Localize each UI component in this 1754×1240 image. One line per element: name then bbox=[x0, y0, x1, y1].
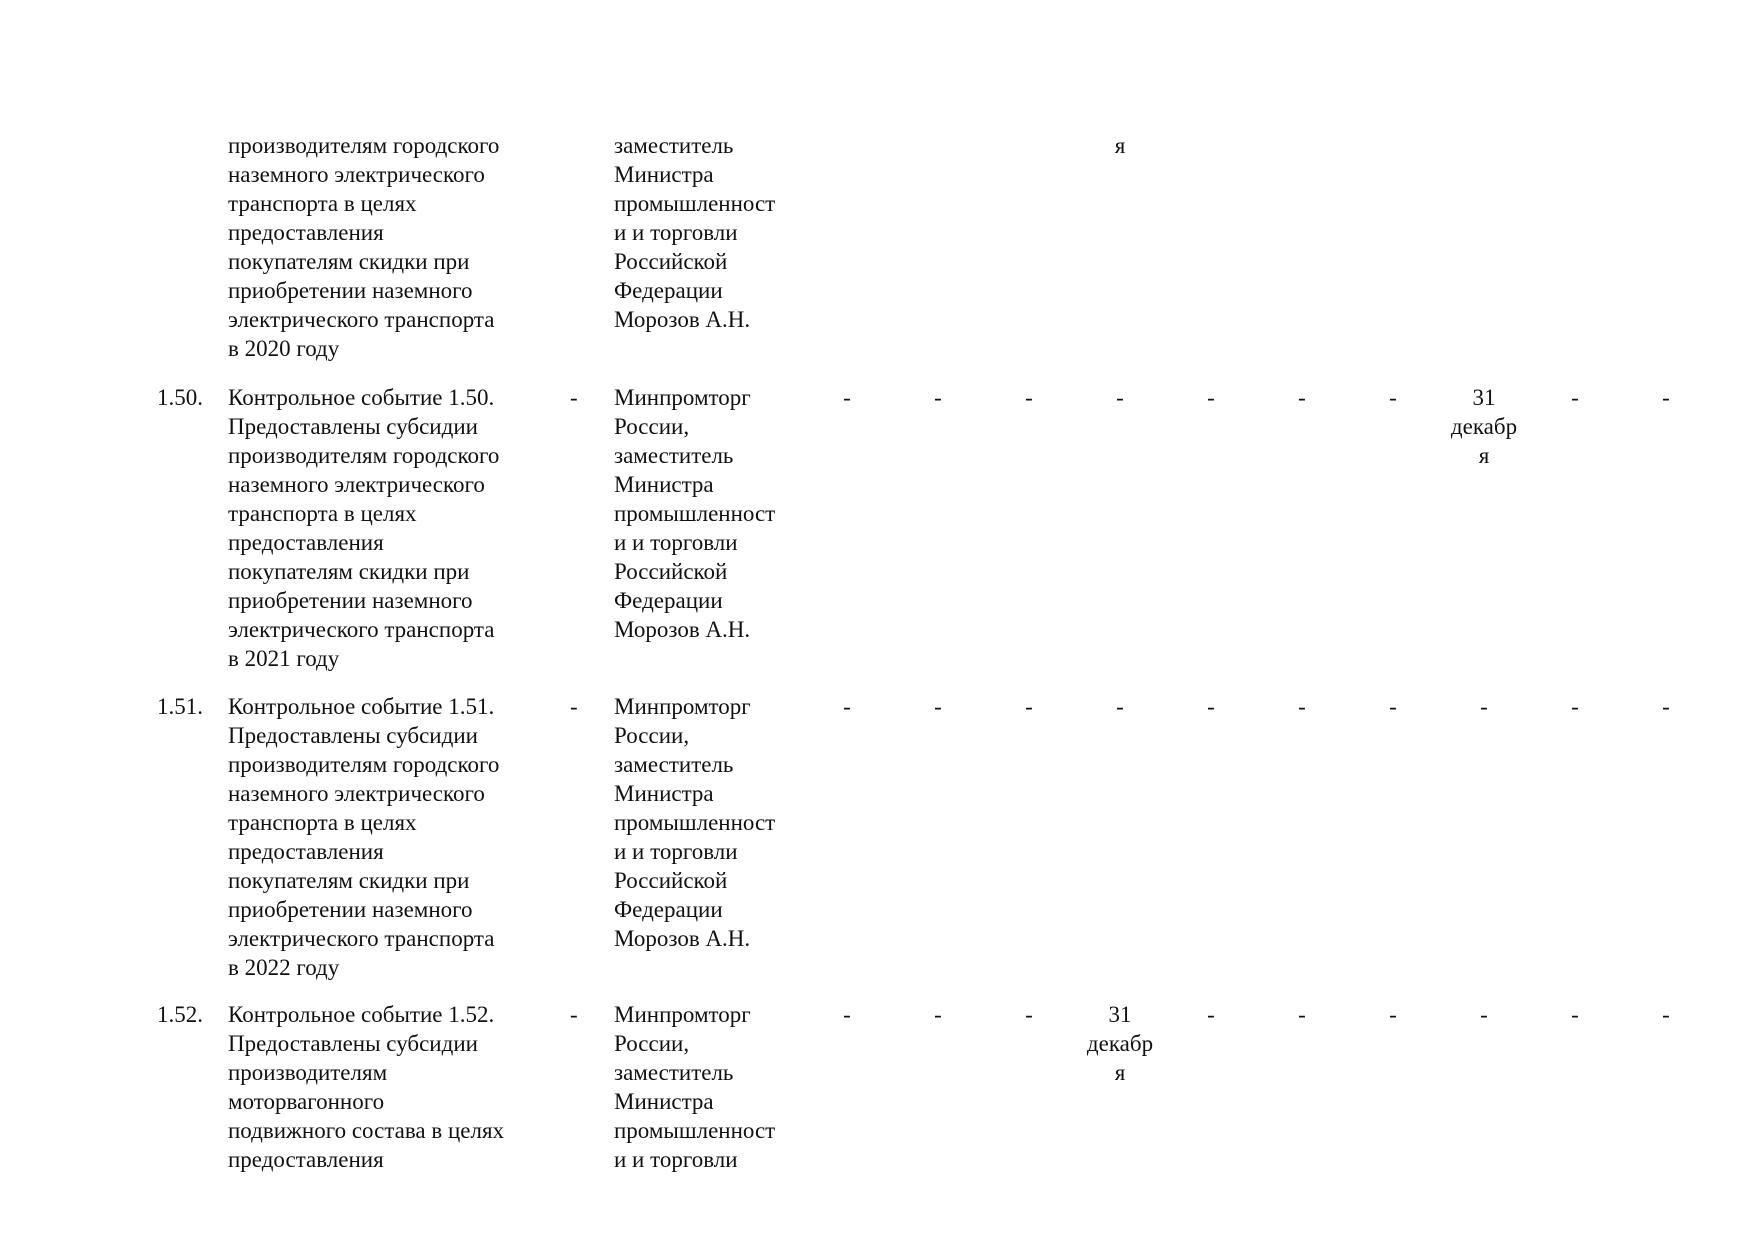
quarter-cell: - bbox=[1480, 1002, 1488, 1027]
quarter-cell: - bbox=[1662, 385, 1670, 410]
quarter-cell: - bbox=[1025, 694, 1033, 719]
responsible-executor: Минпромторг России, заместитель Министра промышленност и и торговли Российской Федерации Морозов А.Н. bbox=[614, 694, 776, 951]
quarter-cell: - bbox=[1298, 1002, 1306, 1027]
quarter-cell: - bbox=[1116, 694, 1124, 719]
quarter-cell: - bbox=[1207, 694, 1215, 719]
event-description: Контрольное событие 1.51. Предоставлены субсидии производителям городского наземного электрического транспорта в целях предоставления покупателям скидки при приобретении наземного электрического транспорта в 2022 году bbox=[228, 694, 500, 980]
quarter-cell: - bbox=[843, 385, 851, 410]
quarter-cell: - bbox=[1389, 385, 1397, 410]
quarter-cell: - bbox=[934, 1002, 942, 1027]
quarter-cell: - bbox=[934, 694, 942, 719]
quarter-cell: - bbox=[1571, 385, 1579, 410]
event-description: Контрольное событие 1.52. Предоставлены субсидии производителям моторвагонного подвижного состава в целях предоставления bbox=[228, 1002, 505, 1172]
event-description: производителям городского наземного электрического транспорта в целях предоставления покупателям скидки при приобретении наземного электрического транспорта в 2020 году bbox=[228, 133, 500, 361]
quarter-cell: - bbox=[1571, 1002, 1579, 1027]
status-dash: - bbox=[570, 1002, 578, 1027]
quarter-cell: - bbox=[1389, 1002, 1397, 1027]
row-number: 1.50. bbox=[157, 385, 203, 410]
responsible-executor: Минпромторг России, заместитель Министра промышленност и и торговли Российской Федерации Морозов А.Н. bbox=[614, 385, 776, 642]
quarter-cell: - bbox=[934, 385, 942, 410]
quarter-cell: - bbox=[1298, 694, 1306, 719]
quarter-cell: - bbox=[1207, 1002, 1215, 1027]
row-number: 1.52. bbox=[157, 1002, 203, 1027]
quarter-cell: - bbox=[1389, 694, 1397, 719]
responsible-executor: заместитель Министра промышленност и и торговли Российской Федерации Морозов А.Н. bbox=[614, 133, 776, 332]
quarter-cell: - bbox=[843, 694, 851, 719]
quarter-cell: - bbox=[1480, 694, 1488, 719]
quarter-cell: - bbox=[1116, 385, 1124, 410]
quarter-cell: - bbox=[1025, 385, 1033, 410]
quarter-cell: - bbox=[1662, 1002, 1670, 1027]
status-dash: - bbox=[570, 385, 578, 410]
quarter-cell: - bbox=[1298, 385, 1306, 410]
quarter-cell: - bbox=[1662, 694, 1670, 719]
quarter-cell: 31 декабр я bbox=[1450, 385, 1518, 468]
quarter-cell: - bbox=[1207, 385, 1215, 410]
quarter-cell: я bbox=[1114, 133, 1126, 158]
event-description: Контрольное событие 1.50. Предоставлены субсидии производителям городского наземного электрического транспорта в целях предоставления покупателям скидки при приобретении наземного электрического транспорта в 2021 году bbox=[228, 385, 500, 671]
quarter-cell: - bbox=[843, 1002, 851, 1027]
responsible-executor: Минпромторг России, заместитель Министра промышленност и и торговли bbox=[614, 1002, 776, 1172]
quarter-cell: 31 декабр я bbox=[1086, 1002, 1154, 1085]
quarter-cell: - bbox=[1025, 1002, 1033, 1027]
status-dash: - bbox=[570, 694, 578, 719]
row-number: 1.51. bbox=[157, 694, 203, 719]
quarter-cell: - bbox=[1571, 694, 1579, 719]
